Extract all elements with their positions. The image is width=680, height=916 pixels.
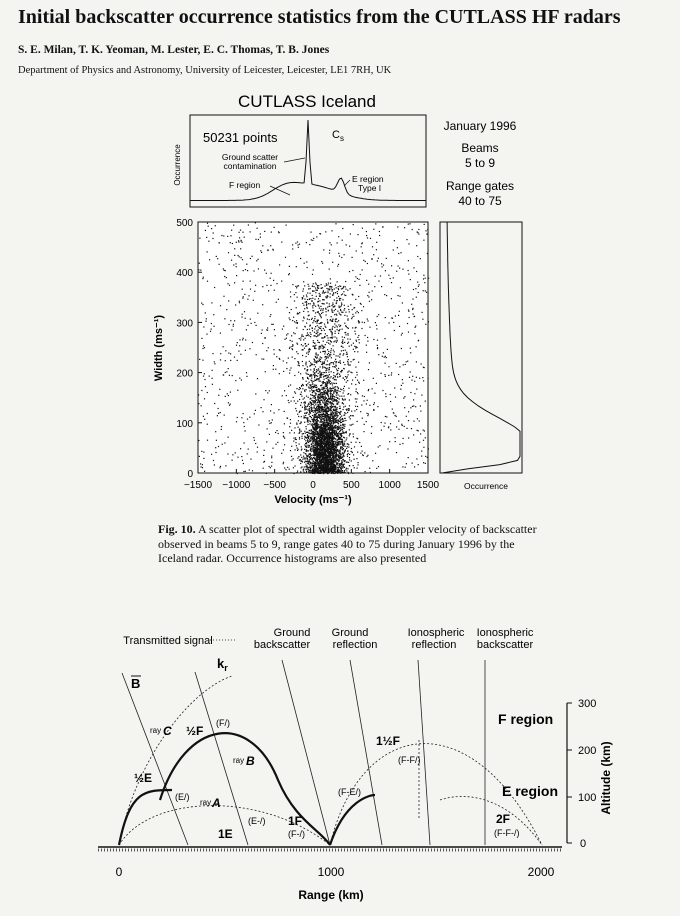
legend-beams-value: 5 to 9 [464, 156, 496, 170]
ann-ground-2: contamination [223, 161, 277, 171]
legend-range-value: 40 to 75 [458, 194, 502, 208]
paper-title: Initial backscatter occurrence statistics from the CUTLASS HF radars [18, 6, 621, 28]
points-label: 50231 points [203, 130, 278, 145]
cs-sub: s [339, 134, 344, 143]
legend-range-label: Range gates [445, 179, 515, 193]
ann-e1: E region [352, 174, 384, 184]
top-hist-ylabel: Occurrence [173, 144, 182, 186]
cs-main: C [332, 129, 340, 141]
paper-authors: S. E. Milan, T. K. Yeoman, M. Lester, E. C. Thomas, T. B. Jones [18, 44, 330, 56]
ann-e2: Type I [358, 183, 382, 193]
ann-ground-1: Ground scatter [221, 152, 279, 162]
legend-beams-label: Beams [461, 141, 499, 155]
legend-date: January 1996 [443, 119, 517, 133]
paper-affiliation: Department of Physics and Astronomy, University of Leicester, Leicester, LE1 7RH, UK [18, 65, 392, 76]
fig10-title: CUTLASS Iceland [238, 92, 376, 111]
ann-f: F region [229, 180, 261, 190]
